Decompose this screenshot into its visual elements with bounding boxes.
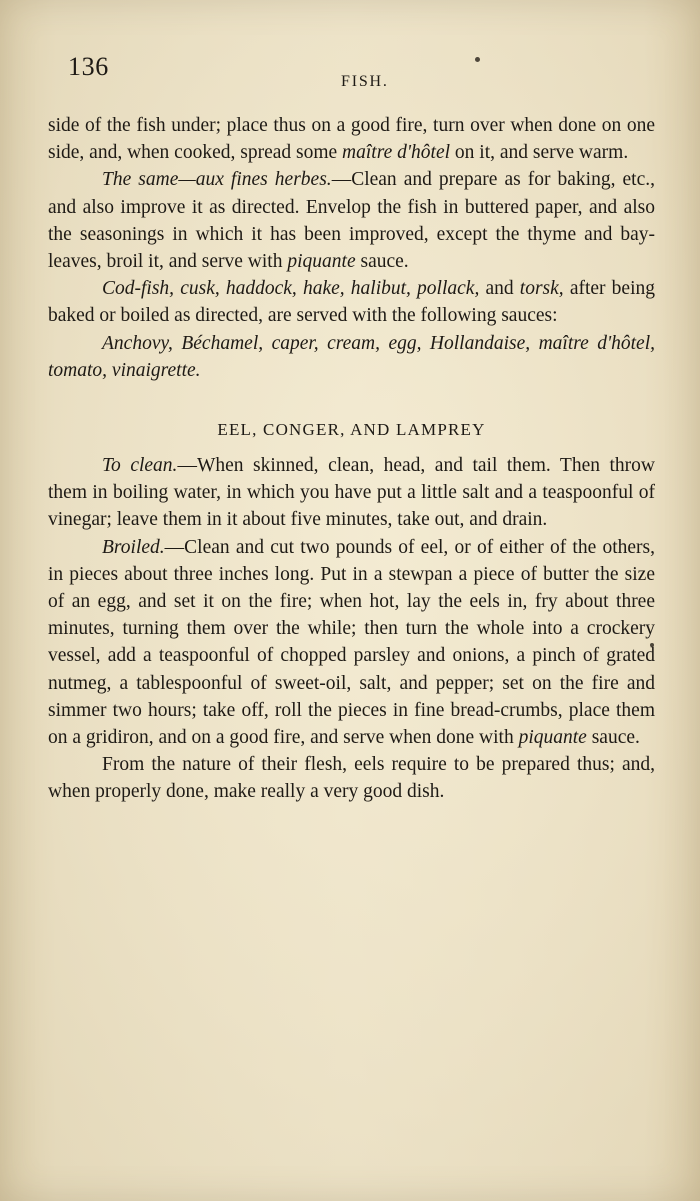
paragraph-to-clean-text: —When skinned, clean, head, and tail them. Then throw them in boiling water, in which you have put a little salt and a teaspoonful of vinegar; leave them in it about five minutes, take out, and drain.	[48, 455, 655, 531]
paragraph-nature-text: From the nature of their flesh, eels require to be prepared thus; and, when properly done, make really a very good dish.	[48, 754, 655, 803]
paragraph-fish-side-text-1: side of the fish under; place thus on a good fire, turn over when done on one side, and, when cooked, spread some	[48, 115, 655, 164]
paragraph-to-clean-lead: To clean.	[102, 455, 178, 477]
paragraph-fines-herbes	[48, 166, 655, 275]
paragraph-to-clean	[48, 452, 655, 534]
section-heading: EEL, CONGER, AND LAMPREY	[217, 420, 486, 440]
main-text	[48, 112, 655, 806]
paragraph-fish-side-text-2: on it, and serve warm.	[450, 142, 629, 164]
ink-speck-top	[475, 57, 480, 62]
page-header	[0, 0, 700, 110]
paragraph-codfish-italic-2: torsk,	[519, 278, 564, 300]
paragraph-broiled-text-1: —Clean and cut two pounds of eel, or of either of the others, in pieces about three inches long. Put in a stewpan a piece of butter the size of an egg, and set it on the fire; when hot, lay the eels in, fry about three minutes, turning them over the while; then turn the whole into a crockery vessel, add a teaspoonful of chopped parsley and onions, a pinch of grated nutmeg, a tablespoonful of sweet-oil, salt, and pepper; set on the fire and simmer two hours; take off, roll the pieces in fine bread-crumbs, place them on a gridiron, and on a good fire, and serve when done with	[48, 536, 655, 749]
paragraph-broiled	[48, 534, 655, 752]
paragraph-codfish-text-2: after being baked or boiled as directed, are served with the following sauces:	[48, 278, 656, 327]
paragraph-codfish	[48, 275, 655, 329]
paragraph-fines-herbes-italic: piquante	[287, 251, 356, 273]
paragraph-fish-side-italic: maître d'hôtel	[342, 142, 451, 164]
paragraph-codfish-text-1: and	[479, 278, 520, 300]
paragraph-fines-herbes-text-1: —Clean and prepare as for baking, etc., and also improve it as directed. Envelop the fish in buttered paper, and also the seasonings in which it has been improved, except the thyme and bay-leaves, broil it, and serve with	[48, 169, 656, 273]
paragraph-fish-side	[48, 112, 655, 166]
running-head: FISH.	[341, 73, 389, 90]
paragraph-fines-herbes-text-2: sauce.	[355, 251, 409, 273]
paragraph-sauces	[48, 330, 655, 384]
paragraph-broiled-italic: piquante	[518, 727, 587, 749]
paragraph-sauces-italic: Anchovy, Béchamel, caper, cream, egg, Hollandaise, maître d'hôtel, tomato, vinaigrette.	[48, 332, 655, 381]
paragraph-fines-herbes-lead: The same—aux fines herbes.	[102, 169, 332, 191]
paragraph-codfish-italic-1: Cod-fish, cusk, haddock, hake, halibut, pollack,	[102, 278, 480, 300]
paragraph-broiled-lead: Broiled.	[102, 536, 165, 558]
page-number: 136	[68, 52, 109, 81]
paragraph-broiled-text-2: sauce.	[586, 727, 640, 749]
paragraph-nature	[48, 751, 655, 805]
